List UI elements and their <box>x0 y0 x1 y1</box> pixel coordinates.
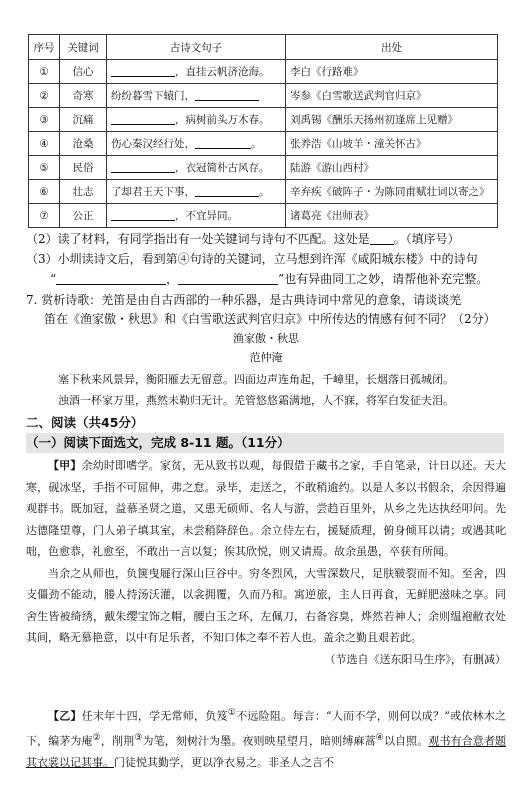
table-row <box>29 156 498 180</box>
passage-jia-source: （节选自《送东阳马生序》，有删减） <box>324 652 506 666</box>
row-number: ① <box>29 60 60 84</box>
passage-yi-seg-f: 门徒悦其勤学，更以净衣易之。非圣人之言不 <box>114 756 334 770</box>
row-line-post: ，衣冠简朴古风存。 <box>175 162 270 174</box>
row-keyword: 壮志 <box>60 180 107 204</box>
q3-answer-blank-1[interactable] <box>56 273 166 285</box>
row-answer-blank[interactable] <box>111 65 175 77</box>
row-line-pre: 了却君王天下事， <box>111 186 195 198</box>
col-header-line: 古诗文句子 <box>107 35 286 60</box>
q3-answer-blank-2[interactable] <box>178 273 278 285</box>
row-line-post: ，不宜异同。 <box>175 210 238 222</box>
row-source: 陆游《游山西村》 <box>286 156 498 180</box>
row-keyword: 公正 <box>60 204 107 228</box>
footnote-mark-4: ④ <box>375 732 384 744</box>
col-header-source: 出处 <box>286 35 498 60</box>
q3-open-quote: “ <box>50 272 57 286</box>
table-row <box>29 204 498 228</box>
row-number: ⑤ <box>29 156 60 180</box>
poem-line-2: 浊酒一杯家万里，燕然未勒归无计。羌管悠悠霜满地，人不寐，将军白发征夫泪。 <box>58 394 454 407</box>
q3-comma: ， <box>166 272 179 286</box>
question-7-line1: 7. 赏析诗歌：羌笛是由自古西部的一种乐器，是古典诗词中常见的意象，请谈谈羌 <box>26 293 462 307</box>
q3-tail: ”也有异曲同工之妙，请帮他补充完整。 <box>278 272 489 286</box>
passage-yi-seg-c: ，削荆 <box>100 734 135 748</box>
row-line-pre: 伤心秦汉经行处， <box>111 138 195 150</box>
row-answer-blank[interactable] <box>111 113 175 125</box>
row-keyword: 民俗 <box>60 156 107 180</box>
passage-jia-tag: 【甲】 <box>48 459 82 472</box>
passage-yi-seg-e: 以自照。 <box>383 734 429 748</box>
row-answer-blank[interactable] <box>195 185 259 197</box>
row-poem-line <box>107 204 286 228</box>
section-2-title: 二、阅读（共45分） <box>26 415 144 430</box>
table-header-row <box>29 35 498 60</box>
col-header-keyword: 关键词 <box>60 35 107 60</box>
table-row <box>29 84 498 108</box>
q2-answer-blank[interactable] <box>370 233 394 245</box>
row-answer-blank[interactable] <box>111 161 175 173</box>
row-poem-line <box>107 84 286 108</box>
row-source: 诸葛亮《出师表》 <box>286 204 498 228</box>
footnote-mark-1: ① <box>227 707 237 718</box>
row-answer-blank[interactable] <box>195 137 251 149</box>
passage-jia-p1 <box>26 455 506 563</box>
passage-yi-seg-d: 为笔，刻树汁为墨。夜则映星望月，暗则缚麻蒿 <box>142 734 376 748</box>
row-answer-blank[interactable] <box>195 89 259 101</box>
passage-jia-p1-text: 余幼时即嗜学。家贫，无从致书以观，每假借于藏书之家，手自笔录，计日以还。天大寒，砚冰坚，手指不可屈伸，弗之怠。录毕，走送之，不敢稍逾约。以是人多以书假余，余因得遍观群书。既加冠，益慕圣贤之道，又患无硕师、名人与游，尝趋百里外，从乡之先达执经叩问。先达德隆望尊，门人弟子填其室，未尝稍降辞色。余立侍左右，援疑质理，俯身倾耳以请；或遇其叱咄，色愈恭，礼愈至，不敢出一言以复；俟其欣悦，则又请焉。故余虽愚，卒获有所闻。 <box>26 459 507 558</box>
footnote-mark-2: ② <box>92 732 101 744</box>
question-7-line2: 笛在《渔家傲・秋思》和《白雪歌送武判官归京》中所传达的情感有何不同？（2分） <box>44 312 496 326</box>
row-source: 刘禹锡《酬乐天扬州初逢席上见赠》 <box>286 108 498 132</box>
row-keyword: 信心 <box>60 60 107 84</box>
row-keyword: 奇寒 <box>60 84 107 108</box>
row-line-post: ，病树前头万木春。 <box>175 114 270 126</box>
poem-title: 渔家傲・秋思 <box>233 332 299 345</box>
row-poem-line <box>107 156 286 180</box>
row-poem-line <box>107 180 286 204</box>
row-source: 李白《行路难》 <box>286 60 498 84</box>
row-line-pre: 纷纷暮雪下辕门， <box>111 90 195 102</box>
passage-yi-seg-a: 任末年十四，学无常师，负笈 <box>81 709 228 723</box>
passage-yi <box>26 702 506 774</box>
col-header-no: 序号 <box>29 35 60 60</box>
passage-yi-underlined-sentence: 观书有合意者题其衣裳以记其事。 <box>26 734 506 770</box>
question-3-line2 <box>50 269 504 289</box>
table-row <box>29 180 498 204</box>
passage-yi-text <box>26 702 506 774</box>
passage-jia-p2: 当余之从师也，负箧曳屣行深山巨谷中。穷冬烈风，大雪深数尺，足肤皲裂而不知。至舍，四支僵劲不能动，媵人持汤沃灌，以衾拥覆，久而乃和。寓逆旅，主人日再食，无鲜肥滋味之享。同舍生皆被绮绣，戴朱缨宝饰之帽，腰白玉之环，左佩刀，右备容臭，烨然若神人；余则缊袍敝衣处其间，略无慕艳意，以中有足乐者，不知口体之奉不若人也。盖余之勤且艰若此。 <box>26 566 506 644</box>
row-source: 张养浩《山坡羊・潼关怀古》 <box>286 132 498 156</box>
row-answer-blank[interactable] <box>111 209 175 221</box>
row-poem-line <box>107 132 286 156</box>
row-number: ⑦ <box>29 204 60 228</box>
row-line-post: 。 <box>259 186 270 198</box>
table-body <box>29 60 498 228</box>
row-keyword: 沉痛 <box>60 108 107 132</box>
row-number: ⑥ <box>29 180 60 204</box>
passage-yi-seg-b: 不远险阻。每言：“人而不学，则何以成？”或依林木之下，编茅为庵 <box>26 709 507 748</box>
row-poem-line <box>107 108 286 132</box>
passage-yi-tag: 【乙】 <box>48 709 82 723</box>
table-row <box>29 132 498 156</box>
row-source: 辛弃疾《破阵子・为陈同甫赋壮词以寄之》 <box>286 180 498 204</box>
poem-author: 范仲淹 <box>249 351 283 364</box>
question-3-line1: （3）小圳读诗文后，看到第④句诗的关键词，立马想到许浑《咸阳城东楼》中的诗句 <box>26 252 478 266</box>
row-number: ② <box>29 84 60 108</box>
poem-line-1: 塞下秋来风景异，衡阳雁去无留意。四面边声连角起，千嶂里，长烟落日孤城闭。 <box>58 373 454 386</box>
row-number: ③ <box>29 108 60 132</box>
q2-text: （2）读了材料，有同学指出有一处关键词与诗句不匹配。这处是 <box>26 232 370 246</box>
table-row <box>29 60 498 84</box>
row-line-post: ，直挂云帆济沧海。 <box>175 66 270 78</box>
poem-fill-table <box>28 34 498 228</box>
question-2 <box>26 229 504 249</box>
table-row <box>29 108 498 132</box>
part-1-title: （一）阅读下面选文，完成 8-11 题。（11分） <box>26 433 504 453</box>
row-number: ④ <box>29 132 60 156</box>
q2-text-end: 。（填序号） <box>393 232 460 246</box>
row-line-post: 。 <box>251 138 262 150</box>
row-keyword: 沧桑 <box>60 132 107 156</box>
row-poem-line <box>107 60 286 84</box>
row-source: 岑参《白雪歌送武判官归京》 <box>286 84 498 108</box>
footnote-mark-3: ③ <box>134 732 143 744</box>
passage-jia <box>26 455 506 670</box>
